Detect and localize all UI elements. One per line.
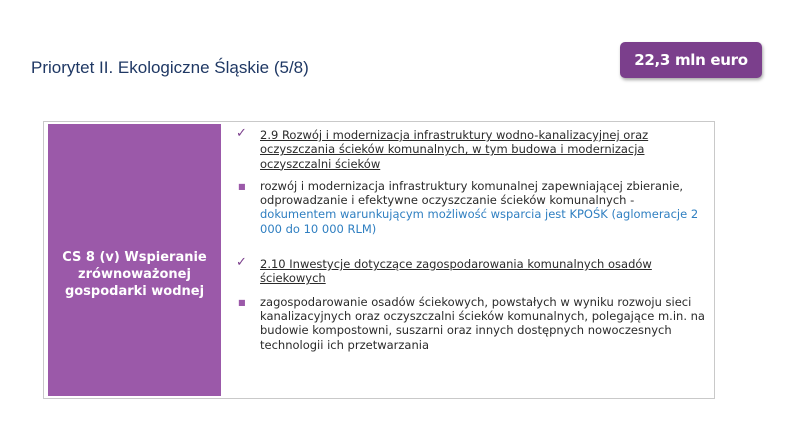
item-heading: 2.9 Rozwój i modernizacja infrastruktury wodno-kanalizacyjnej oraz oczyszczania ścieków komunalnych, w tym budowa i modernizacja oczyszczalni ścieków	[260, 128, 649, 171]
bullet-icon: ■	[238, 297, 246, 307]
list-item	[236, 179, 706, 236]
check-icon: ✓	[236, 255, 247, 271]
list-item	[236, 128, 706, 171]
list-item	[236, 257, 706, 286]
item-highlight: dokumentem warunkującym możliwość wsparcia jest KPOŚK (aglomeracje 2 000 do 10 000 RLM)	[260, 207, 699, 236]
item-text: zagospodarowanie osadów ściekowych, powstałych w wyniku rozwoju sieci kanalizacyjnych oraz oczyszczalni ścieków komunalnych, polegające m.in. na budowie kompostowni, suszarni oraz innych dostępnych nowoczesnych technologii ich przetwarzania	[260, 294, 705, 352]
list-item	[236, 295, 706, 352]
objective-label: CS 8 (v) Wspieranie zrównoważonej gospodarki wodnej	[62, 249, 207, 299]
item-text: rozwój i modernizacja infrastruktury komunalnej zapewniającej zbieranie, odprowadzanie i efektywne oczyszczanie ścieków komunalnych -	[260, 178, 684, 208]
bullet-icon: ■	[238, 181, 246, 191]
page-title: Priorytet II. Ekologiczne Śląskie (5/8)	[31, 58, 309, 77]
item-list	[236, 128, 706, 352]
amount-badge: 22,3 mln euro	[620, 42, 762, 78]
objective-box	[48, 124, 221, 396]
item-heading: 2.10 Inwestycje dotyczące zagospodarowania komunalnych osadów ściekowych	[260, 257, 652, 286]
check-icon: ✓	[236, 126, 247, 141]
